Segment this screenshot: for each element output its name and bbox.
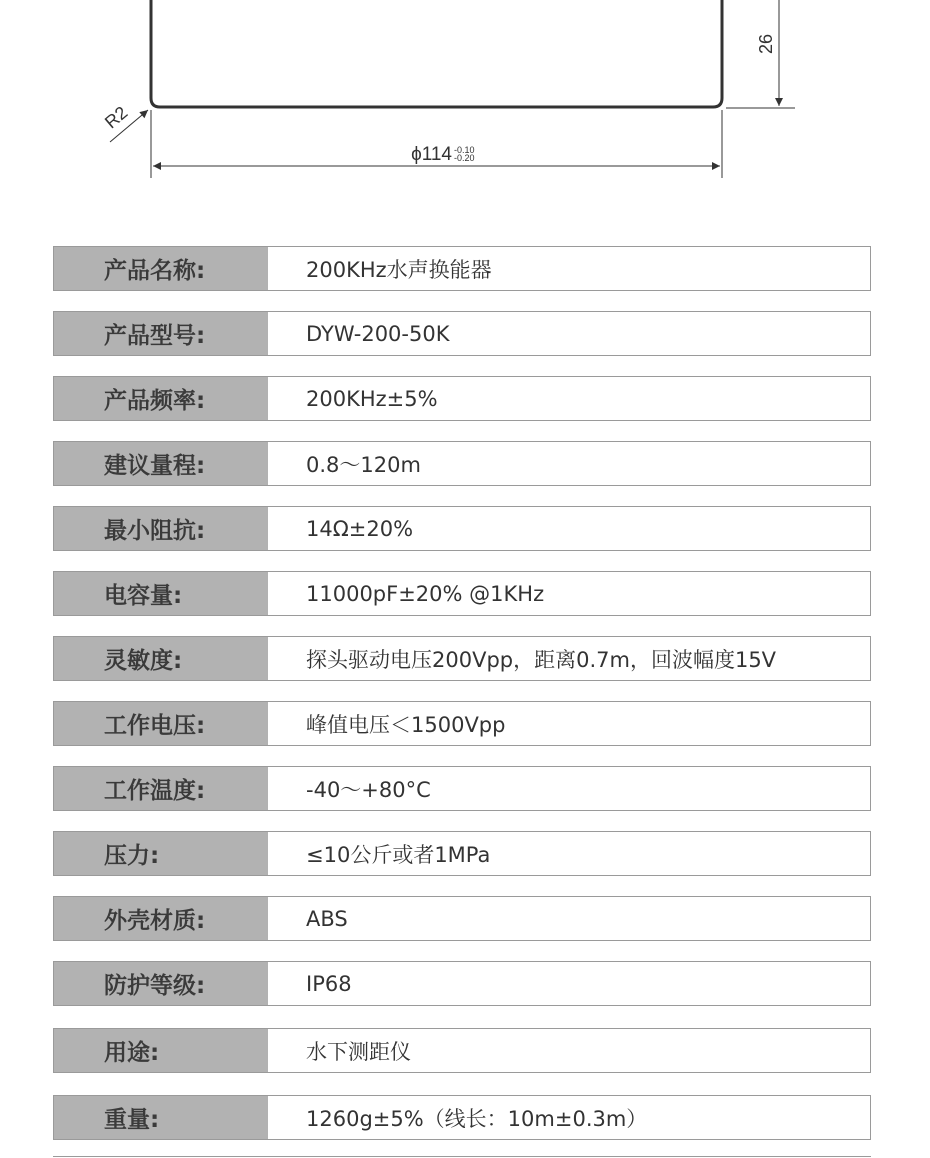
spec-label: 产品频率: — [54, 377, 268, 420]
spec-row — [53, 441, 871, 486]
spec-row — [53, 376, 871, 421]
spec-value: ≤10公斤或者1MPa — [306, 842, 491, 867]
spec-label: 重量: — [54, 1096, 268, 1139]
spec-value: 水下测距仪 — [306, 1039, 411, 1064]
diameter-label: ϕ114 — [411, 144, 452, 165]
spec-value: IP68 — [306, 971, 352, 996]
spec-row — [53, 506, 871, 551]
spec-value: 200KHz水声换能器 — [306, 257, 492, 282]
height-label: 26 — [756, 33, 776, 55]
table-bottom-divider — [53, 1156, 871, 1157]
radius-label: R2 — [100, 102, 132, 133]
spec-label: 压力: — [54, 832, 268, 875]
spec-value: DYW-200-50K — [306, 321, 450, 346]
technical-drawing — [0, 0, 930, 200]
spec-label: 电容量: — [54, 572, 268, 615]
spec-value: ABS — [306, 906, 348, 931]
spec-value: 探头驱动电压200Vpp，距离0.7m，回波幅度15V — [306, 647, 777, 672]
spec-row — [53, 896, 871, 941]
spec-row — [53, 311, 871, 356]
spec-row — [53, 636, 871, 681]
spec-row — [53, 571, 871, 616]
spec-label: 灵敏度: — [54, 637, 268, 680]
spec-row — [53, 1028, 871, 1073]
spec-value: 200KHz±5% — [306, 386, 438, 411]
spec-value: 14Ω±20% — [306, 516, 414, 541]
spec-value: 0.8～120m — [306, 452, 421, 477]
spec-value: -40～+80°C — [306, 777, 431, 802]
spec-row — [53, 246, 871, 291]
housing-outline — [151, 0, 722, 107]
spec-row — [53, 701, 871, 746]
spec-row — [53, 831, 871, 876]
spec-value: 11000pF±20% @1KHz — [306, 581, 545, 606]
spec-label: 工作温度: — [54, 767, 268, 810]
spec-label: 外壳材质: — [54, 897, 268, 940]
spec-label: 产品型号: — [54, 312, 268, 355]
spec-label: 用途: — [54, 1029, 268, 1072]
spec-row — [53, 766, 871, 811]
spec-row — [53, 961, 871, 1006]
spec-label: 建议量程: — [54, 442, 268, 485]
tolerance-upper: -0.10 — [454, 145, 475, 155]
tolerance-lower: -0.20 — [454, 153, 475, 163]
spec-row — [53, 1095, 871, 1140]
spec-label: 工作电压: — [54, 702, 268, 745]
spec-value: 峰值电压＜1500Vpp — [306, 712, 506, 737]
spec-label: 最小阻抗: — [54, 507, 268, 550]
spec-label: 防护等级: — [54, 962, 268, 1005]
spec-label: 产品名称: — [54, 247, 268, 290]
spec-value: 1260g±5%（线长：10m±0.3m） — [306, 1106, 648, 1131]
